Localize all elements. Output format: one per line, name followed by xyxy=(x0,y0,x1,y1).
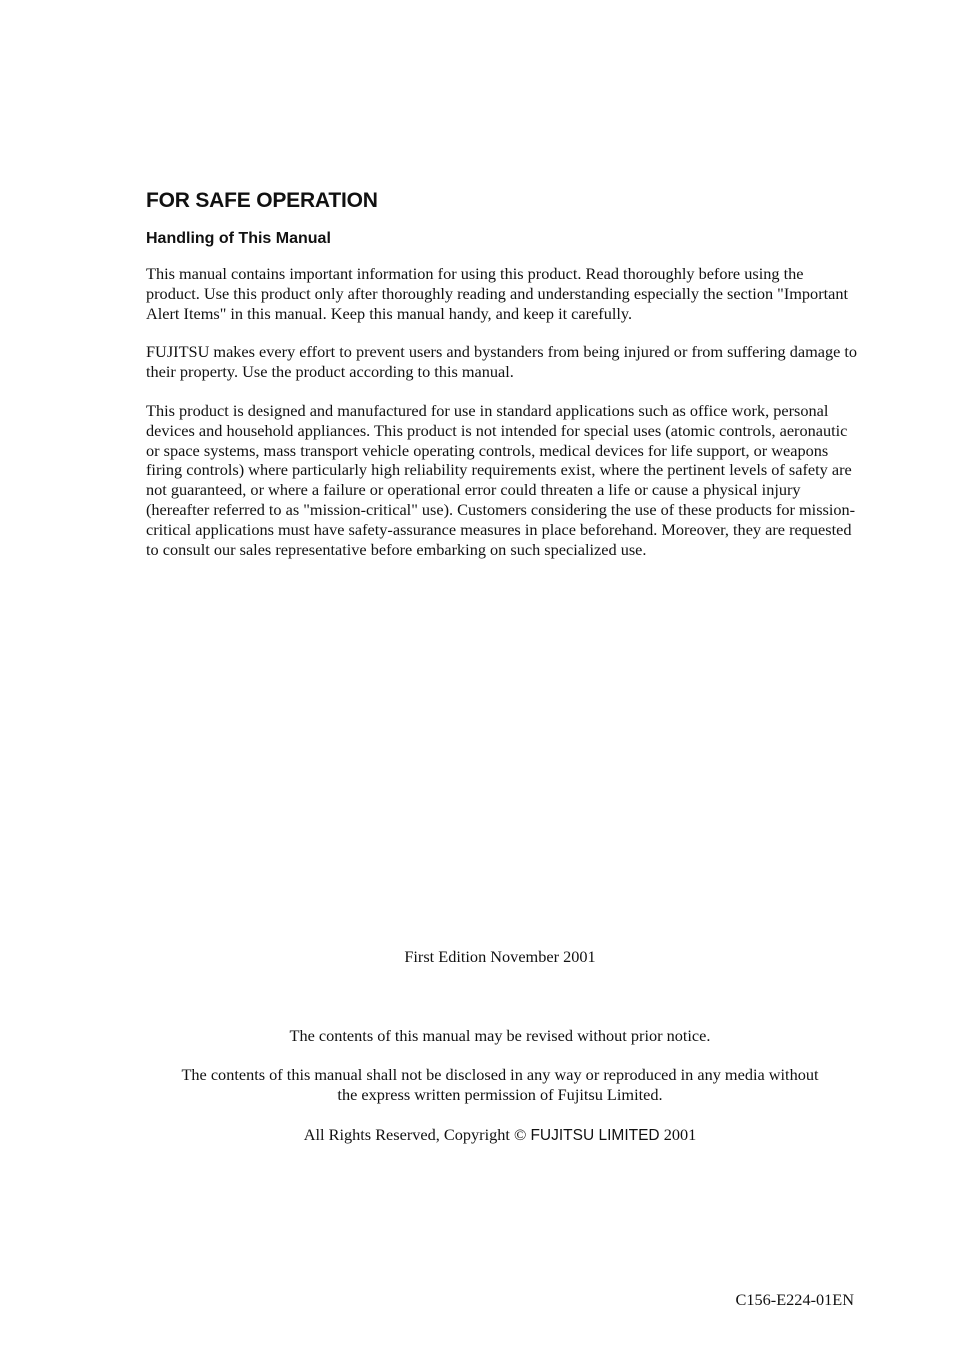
paragraph-handling: This manual contains important information for using this product. Read thoroughly before using the product. Use this product only after thoroughly reading and understanding especially the section "Important Alert Items" in this manual. Keep this manual handy, and keep it carefully. xyxy=(146,264,849,323)
edition-line: First Edition November 2001 xyxy=(404,947,596,966)
page-title: FOR SAFE OPERATION xyxy=(146,189,378,212)
paragraph-intended-use: This product is designed and manufactured for use in standard applications such as office work, personal devices and household appliances. This product is not intended for special uses (atomic controls, aeronautic or space systems, mass transport vehicle operating controls, medical devices for life support, or weapons firing controls) where particularly high reliability requirements exist, where the pertinent levels of safety are not guaranteed, or where a failure or operational error could threaten a life or cause a physical injury (hereafter referred to as "mission-critical" use). Customers considering the use of these products for mission-critical applications must have safety-assurance measures in place beforehand. Moreover, they are requested to consult our sales representative before embarking on such specialized use. xyxy=(146,401,856,559)
revision-notice: The contents of this manual may be revised without prior notice. xyxy=(289,1026,711,1045)
copyright-year: 2001 xyxy=(659,1125,697,1144)
copyright-company: FUJITSU LIMITED xyxy=(530,1127,660,1144)
disclosure-notice-line1: The contents of this manual shall not be disclosed in any way or reproduced in any media without xyxy=(181,1065,819,1084)
paragraph-safety: FUJITSU makes every effort to prevent users and bystanders from being injured or from suffering damage to their property. Use the product according to this manual. xyxy=(146,342,858,381)
disclosure-notice xyxy=(146,1065,854,1104)
copyright-line xyxy=(146,1125,854,1146)
section-heading: Handling of This Manual xyxy=(146,230,331,247)
disclosure-notice-line2: the express written permission of Fujitsu Limited. xyxy=(337,1084,663,1104)
document-code: C156-E224-01EN xyxy=(735,1290,854,1309)
copyright-prefix: All Rights Reserved, Copyright © xyxy=(303,1125,531,1144)
